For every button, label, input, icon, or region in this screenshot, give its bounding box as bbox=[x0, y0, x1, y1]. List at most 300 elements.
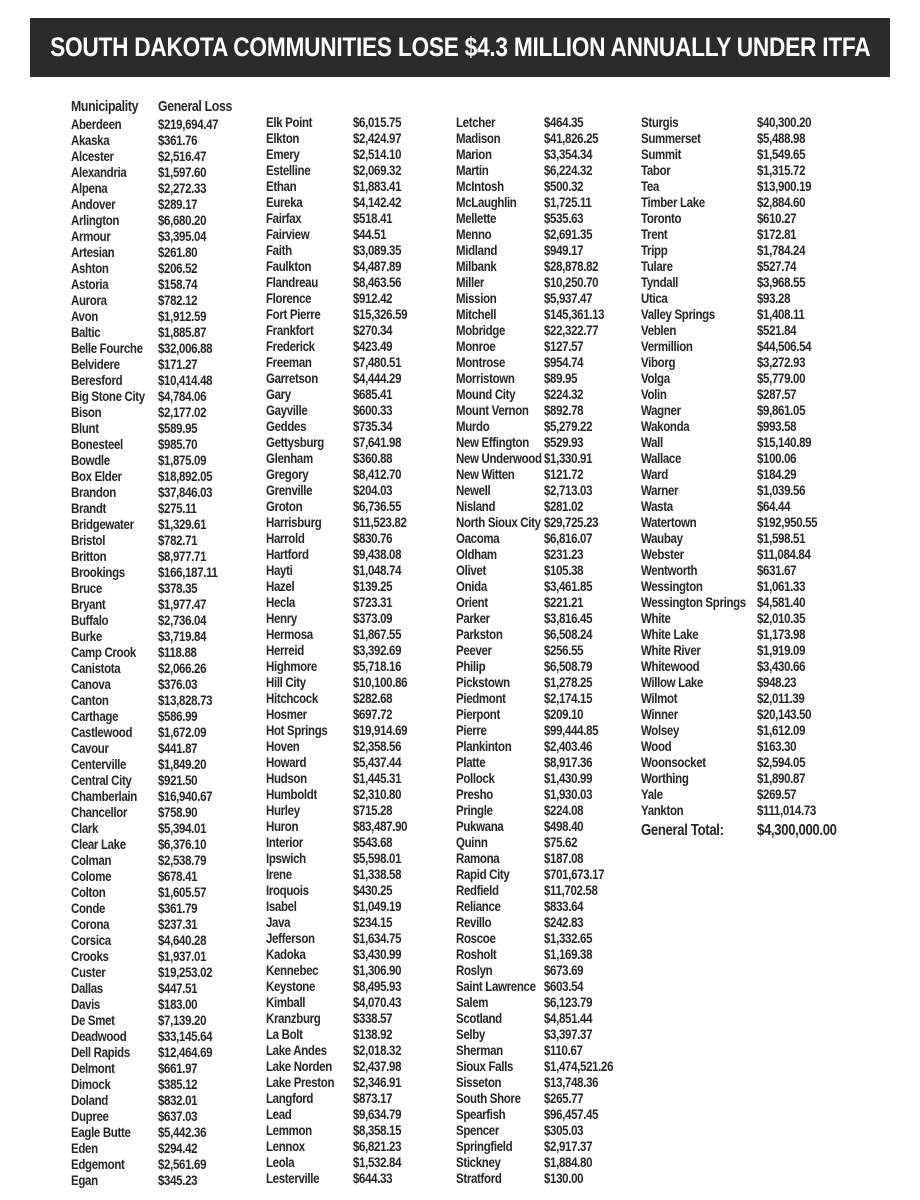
table-row bbox=[266, 1090, 419, 1106]
table-row-label: Woonsocket bbox=[641, 754, 706, 770]
table-row bbox=[71, 548, 248, 564]
table-row-amount: $1,048.74 bbox=[353, 562, 402, 578]
table-row-label: Wallace bbox=[641, 450, 682, 466]
table-row-label: Dimock bbox=[71, 1076, 111, 1092]
table-row-amount: $75.62 bbox=[544, 834, 578, 850]
table-row-amount: $281.02 bbox=[544, 498, 584, 514]
table-row bbox=[71, 1172, 248, 1188]
table-row-amount: $1,597.60 bbox=[158, 164, 207, 180]
column-header bbox=[71, 98, 248, 116]
table-row bbox=[456, 866, 628, 882]
table-row-label: Parker bbox=[456, 610, 490, 626]
table-row-label: Sioux Falls bbox=[456, 1058, 514, 1074]
table-row-label: Philip bbox=[456, 658, 486, 674]
table-row-label: Roslyn bbox=[456, 962, 493, 978]
table-row-label: Hurley bbox=[266, 802, 300, 818]
table-row bbox=[641, 178, 854, 194]
table-row-amount: $8,977.71 bbox=[158, 548, 207, 564]
table-row-label: Florence bbox=[266, 290, 312, 306]
table-row bbox=[456, 530, 628, 546]
table-row-amount: $130.00 bbox=[544, 1170, 584, 1186]
table-row-amount: $15,140.89 bbox=[757, 434, 812, 450]
table-row bbox=[71, 1140, 248, 1156]
table-row bbox=[71, 500, 248, 516]
table-row-amount: $832.01 bbox=[158, 1092, 198, 1108]
table-row-label: Langford bbox=[266, 1090, 314, 1106]
table-row-amount: $110.67 bbox=[544, 1042, 583, 1058]
table-row-amount: $22,322.77 bbox=[544, 322, 599, 338]
table-row-label: Marion bbox=[456, 146, 492, 162]
table-row bbox=[456, 130, 628, 146]
table-row-amount: $600.33 bbox=[353, 402, 393, 418]
table-row bbox=[266, 1010, 419, 1026]
table-row-label: North Sioux City bbox=[456, 514, 541, 530]
table-row-label: Centerville bbox=[71, 756, 127, 772]
table-row bbox=[71, 596, 248, 612]
table-row-label: Plankinton bbox=[456, 738, 512, 754]
table-row bbox=[71, 932, 248, 948]
table-row-label: Highmore bbox=[266, 658, 317, 674]
table-row-amount: $6,736.55 bbox=[353, 498, 402, 514]
table-row bbox=[266, 178, 419, 194]
table-row-amount: $12,464.69 bbox=[158, 1044, 213, 1060]
table-row-amount: $8,917.36 bbox=[544, 754, 593, 770]
table-row-label: Pukwana bbox=[456, 818, 504, 834]
table-row-label: Edgemont bbox=[71, 1156, 125, 1172]
table-row bbox=[71, 484, 248, 500]
table-row bbox=[71, 708, 248, 724]
table-row-amount: $361.79 bbox=[158, 900, 198, 916]
table-row-label: Belvidere bbox=[71, 356, 120, 372]
table-row bbox=[456, 546, 628, 562]
table-row-label: Utica bbox=[641, 290, 668, 306]
table-row-label: New Effington bbox=[456, 434, 529, 450]
table-row bbox=[266, 162, 419, 178]
table-row-amount: $8,412.70 bbox=[353, 466, 402, 482]
table-row-amount: $187.08 bbox=[544, 850, 584, 866]
table-row-amount: $441.87 bbox=[158, 740, 198, 756]
table-row bbox=[641, 466, 854, 482]
table-row-label: Cavour bbox=[71, 740, 109, 756]
table-row-amount: $892.78 bbox=[544, 402, 584, 418]
table-row-amount: $644.33 bbox=[353, 1170, 393, 1186]
table-row-label: Irene bbox=[266, 866, 292, 882]
table-row-amount: $2,018.32 bbox=[353, 1042, 402, 1058]
table-row bbox=[266, 1138, 419, 1154]
table-row-label: Mobridge bbox=[456, 322, 506, 338]
table-row bbox=[641, 226, 854, 242]
table-row-label: Faith bbox=[266, 242, 292, 258]
table-row-label: Clark bbox=[71, 820, 99, 836]
table-row-amount: $224.32 bbox=[544, 386, 584, 402]
table-row bbox=[71, 180, 248, 196]
table-row bbox=[456, 226, 628, 242]
table-row-label: Wall bbox=[641, 434, 663, 450]
table-row-label: Spearfish bbox=[456, 1106, 506, 1122]
table-row-amount: $139.25 bbox=[353, 578, 393, 594]
table-row-amount: $3,968.55 bbox=[757, 274, 806, 290]
table-row bbox=[266, 962, 419, 978]
table-row bbox=[641, 610, 854, 626]
table-row-label: Herreid bbox=[266, 642, 304, 658]
table-row-amount: $6,376.10 bbox=[158, 836, 207, 852]
table-row-label: De Smet bbox=[71, 1012, 115, 1028]
table-row-amount: $13,900.19 bbox=[757, 178, 812, 194]
table-row-label: La Bolt bbox=[266, 1026, 303, 1042]
table-row bbox=[71, 852, 248, 868]
table-row-label: Springfield bbox=[456, 1138, 513, 1154]
table-row-amount: $11,523.82 bbox=[353, 514, 407, 530]
table-row-label: Andover bbox=[71, 196, 116, 212]
table-row-amount: $2,516.47 bbox=[158, 148, 207, 164]
table-row-amount: $8,463.56 bbox=[353, 274, 402, 290]
table-row-amount: $833.64 bbox=[544, 898, 584, 914]
table-row-label: Bryant bbox=[71, 596, 106, 612]
table-row bbox=[71, 964, 248, 980]
table-row bbox=[266, 946, 419, 962]
table-row-label: Astoria bbox=[71, 276, 109, 292]
table-row bbox=[266, 482, 419, 498]
table-row-amount: $2,174.15 bbox=[544, 690, 593, 706]
table-row-label: Avon bbox=[71, 308, 98, 324]
table-row-label: Watertown bbox=[641, 514, 697, 530]
table-row-amount: $11,084.84 bbox=[757, 546, 811, 562]
table-row bbox=[266, 978, 419, 994]
table-row-label: Howard bbox=[266, 754, 307, 770]
table-row bbox=[641, 754, 854, 770]
table-row-amount: $701,673.17 bbox=[544, 866, 605, 882]
table-row bbox=[456, 1138, 628, 1154]
table-row-label: Java bbox=[266, 914, 291, 930]
table-row bbox=[456, 498, 628, 514]
table-row-label: Gayville bbox=[266, 402, 308, 418]
table-row bbox=[266, 434, 419, 450]
table-row-amount: $1,883.41 bbox=[353, 178, 402, 194]
table-row bbox=[71, 756, 248, 772]
table-row-label: Britton bbox=[71, 548, 107, 564]
table-row-amount: $2,403.46 bbox=[544, 738, 593, 754]
table-row-label: Mitchell bbox=[456, 306, 497, 322]
table-row-label: Elkton bbox=[266, 130, 300, 146]
table-row-amount: $287.57 bbox=[757, 386, 797, 402]
table-row bbox=[266, 754, 419, 770]
table-row-amount: $589.95 bbox=[158, 420, 198, 436]
table-row-amount: $527.74 bbox=[757, 258, 797, 274]
table-row-amount: $1,919.09 bbox=[757, 642, 806, 658]
table-row-amount: $44.51 bbox=[353, 226, 387, 242]
table-row-label: Kimball bbox=[266, 994, 306, 1010]
table-row-amount: $3,354.34 bbox=[544, 146, 593, 162]
table-row bbox=[456, 594, 628, 610]
table-row-label: Kennebec bbox=[266, 962, 319, 978]
table-row bbox=[71, 644, 248, 660]
table-row-amount: $1,445.31 bbox=[353, 770, 402, 786]
table-row-label: Platte bbox=[456, 754, 486, 770]
table-row-amount: $1,634.75 bbox=[353, 930, 402, 946]
table-row-amount: $19,914.69 bbox=[353, 722, 408, 738]
table-row bbox=[266, 706, 419, 722]
table-row-label: Armour bbox=[71, 228, 111, 244]
table-row bbox=[266, 722, 419, 738]
table-row bbox=[71, 1092, 248, 1108]
table-row bbox=[456, 338, 628, 354]
table-row-amount: $1,039.56 bbox=[757, 482, 806, 498]
table-row-label: Wolsey bbox=[641, 722, 680, 738]
table-row-label: Canton bbox=[71, 692, 109, 708]
table-row-amount: $4,784.06 bbox=[158, 388, 207, 404]
table-row-amount: $6,680.20 bbox=[158, 212, 207, 228]
table-row bbox=[641, 594, 854, 610]
table-row-amount: $661.97 bbox=[158, 1060, 198, 1076]
table-row bbox=[641, 210, 854, 226]
table-row-amount: $234.15 bbox=[353, 914, 393, 930]
table-row bbox=[456, 706, 628, 722]
table-row-label: Clear Lake bbox=[71, 836, 126, 852]
table-row bbox=[266, 370, 419, 386]
table-row bbox=[456, 770, 628, 786]
table-row-label: Hosmer bbox=[266, 706, 307, 722]
table-row bbox=[71, 980, 248, 996]
table-row-label: Vermillion bbox=[641, 338, 693, 354]
table-row bbox=[456, 418, 628, 434]
table-row bbox=[266, 770, 419, 786]
table-row bbox=[266, 386, 419, 402]
table-row-label: Beresford bbox=[71, 372, 123, 388]
table-row-amount: $2,010.35 bbox=[757, 610, 806, 626]
table-row bbox=[456, 690, 628, 706]
page-title: SOUTH DAKOTA COMMUNITIES LOSE $4.3 MILLION ANNUALLY UNDER ITFA bbox=[49, 32, 871, 62]
table-row-label: Ipswich bbox=[266, 850, 306, 866]
table-row-label: Davis bbox=[71, 996, 100, 1012]
table-row-label: Hill City bbox=[266, 674, 306, 690]
table-row-amount: $28,878.82 bbox=[544, 258, 599, 274]
table-row-amount: $5,279.22 bbox=[544, 418, 593, 434]
table-row bbox=[266, 1122, 419, 1138]
table-row bbox=[266, 914, 419, 930]
table-row-amount: $100.06 bbox=[757, 450, 797, 466]
table-row bbox=[266, 258, 419, 274]
table-row-amount: $7,641.98 bbox=[353, 434, 402, 450]
table-row-amount: $1,977.47 bbox=[158, 596, 207, 612]
table-row-label: Mound City bbox=[456, 386, 516, 402]
table-row-label: Alpena bbox=[71, 180, 108, 196]
table-row-label: Crooks bbox=[71, 948, 109, 964]
table-row-label: Saint Lawrence bbox=[456, 978, 536, 994]
table-row-amount: $2,561.69 bbox=[158, 1156, 207, 1172]
table-row-label: Wasta bbox=[641, 498, 673, 514]
table-row-label: White bbox=[641, 610, 671, 626]
table-row bbox=[71, 580, 248, 596]
table-row-amount: $6,508.79 bbox=[544, 658, 593, 674]
table-row-label: Scotland bbox=[456, 1010, 502, 1026]
table-row-amount: $13,748.36 bbox=[544, 1074, 599, 1090]
table-row bbox=[266, 1106, 419, 1122]
table-row-label: Tyndall bbox=[641, 274, 679, 290]
table-row bbox=[71, 116, 248, 132]
table-row bbox=[266, 610, 419, 626]
table-row-label: Timber Lake bbox=[641, 194, 705, 210]
table-row-amount: $1,598.51 bbox=[757, 530, 806, 546]
table-row-amount: $96,457.45 bbox=[544, 1106, 599, 1122]
table-row-amount: $5,779.00 bbox=[757, 370, 806, 386]
table-row-amount: $99,444.85 bbox=[544, 722, 599, 738]
table-row-label: Lake Preston bbox=[266, 1074, 335, 1090]
table-row-label: Wakonda bbox=[641, 418, 690, 434]
table-row-amount: $385.12 bbox=[158, 1076, 198, 1092]
table-row-amount: $500.32 bbox=[544, 178, 584, 194]
table-row-amount: $171.27 bbox=[158, 356, 198, 372]
table-row bbox=[71, 1012, 248, 1028]
table-row-label: Martin bbox=[456, 162, 489, 178]
table-row-label: Yale bbox=[641, 786, 663, 802]
table-row bbox=[71, 308, 248, 324]
table-row bbox=[456, 210, 628, 226]
table-row-amount: $1,338.58 bbox=[353, 866, 402, 882]
table-row bbox=[456, 914, 628, 930]
table-row-label: Interior bbox=[266, 834, 303, 850]
table-row bbox=[456, 578, 628, 594]
table-row-amount: $873.17 bbox=[353, 1090, 393, 1106]
table-row-label: Summerset bbox=[641, 130, 701, 146]
table-row-label: Hecla bbox=[266, 594, 295, 610]
table-row bbox=[266, 466, 419, 482]
table-row-amount: $2,884.60 bbox=[757, 194, 806, 210]
table-row-amount: $1,725.11 bbox=[544, 194, 592, 210]
table-row-label: Parkston bbox=[456, 626, 503, 642]
table-row bbox=[71, 244, 248, 260]
table-row-label: Spencer bbox=[456, 1122, 500, 1138]
table-row-label: Brookings bbox=[71, 564, 125, 580]
table-row-amount: $586.99 bbox=[158, 708, 198, 724]
table-row-amount: $2,437.98 bbox=[353, 1058, 402, 1074]
table-row-amount: $1,937.01 bbox=[158, 948, 207, 964]
table-row-amount: $4,640.28 bbox=[158, 932, 207, 948]
table-row-label: Hitchcock bbox=[266, 690, 318, 706]
table-row bbox=[266, 802, 419, 818]
table-row-amount: $1,849.20 bbox=[158, 756, 207, 772]
table-row-amount: $270.34 bbox=[353, 322, 393, 338]
table-row-label: Willow Lake bbox=[641, 674, 703, 690]
table-row-label: Pierpont bbox=[456, 706, 500, 722]
table-row-amount: $166,187.11 bbox=[158, 564, 218, 580]
table-row-amount: $678.41 bbox=[158, 868, 198, 884]
table-row-amount: $3,430.66 bbox=[757, 658, 806, 674]
table-row-amount: $345.23 bbox=[158, 1172, 198, 1188]
table-row bbox=[266, 146, 419, 162]
table-row-amount: $685.41 bbox=[353, 386, 393, 402]
table-row-label: Gregory bbox=[266, 466, 309, 482]
table-row-label: Fairfax bbox=[266, 210, 302, 226]
table-row-label: Hazel bbox=[266, 578, 295, 594]
table-row-amount: $697.72 bbox=[353, 706, 393, 722]
table-row-label: Freeman bbox=[266, 354, 312, 370]
table-row-label: Jefferson bbox=[266, 930, 315, 946]
table-row-label: New Witten bbox=[456, 466, 515, 482]
table-row bbox=[71, 1028, 248, 1044]
table-row-label: Brandt bbox=[71, 500, 107, 516]
table-row-amount: $723.31 bbox=[353, 594, 393, 610]
table-row bbox=[71, 356, 248, 372]
table-row-label: Gettysburg bbox=[266, 434, 324, 450]
table-row-amount: $256.55 bbox=[544, 642, 584, 658]
table-row-label: Dallas bbox=[71, 980, 103, 996]
table-row-label: Webster bbox=[641, 546, 684, 562]
table-row-label: Humboldt bbox=[266, 786, 317, 802]
table-row-amount: $3,397.37 bbox=[544, 1026, 593, 1042]
table-row-label: Ward bbox=[641, 466, 668, 482]
table-row bbox=[266, 1026, 419, 1042]
table-row bbox=[266, 322, 419, 338]
column-header-amount: General Loss bbox=[158, 98, 233, 115]
table-row-label: Grenville bbox=[266, 482, 313, 498]
table-row-label: Winner bbox=[641, 706, 678, 722]
table-row-label: Toronto bbox=[641, 210, 682, 226]
table-row-label: Midland bbox=[456, 242, 498, 258]
table-row bbox=[641, 578, 854, 594]
table-row bbox=[641, 162, 854, 178]
table-row bbox=[71, 404, 248, 420]
table-row-amount: $6,123.79 bbox=[544, 994, 593, 1010]
table-row bbox=[456, 978, 628, 994]
table-row-amount: $2,917.37 bbox=[544, 1138, 593, 1154]
table-row bbox=[456, 658, 628, 674]
table-row-amount: $163.30 bbox=[757, 738, 797, 754]
table-row bbox=[266, 274, 419, 290]
table-row-label: Kadoka bbox=[266, 946, 306, 962]
table-row-label: Olivet bbox=[456, 562, 486, 578]
table-row bbox=[641, 274, 854, 290]
table-row bbox=[266, 994, 419, 1010]
table-row-amount: $1,332.65 bbox=[544, 930, 593, 946]
table-row bbox=[71, 564, 248, 580]
table-row-amount: $985.70 bbox=[158, 436, 198, 452]
table-row bbox=[456, 930, 628, 946]
table-row-amount: $172.81 bbox=[757, 226, 797, 242]
table-row bbox=[266, 290, 419, 306]
table-row bbox=[71, 1124, 248, 1140]
table-row-label: McLaughlin bbox=[456, 194, 517, 210]
table-row-amount: $33,145.64 bbox=[158, 1028, 213, 1044]
table-row-label: Bristol bbox=[71, 532, 106, 548]
table-row-amount: $5,718.16 bbox=[353, 658, 402, 674]
table-row-amount: $735.34 bbox=[353, 418, 393, 434]
table-row-label: Castlewood bbox=[71, 724, 133, 740]
table-row bbox=[71, 1044, 248, 1060]
table-row-label: Corona bbox=[71, 916, 110, 932]
table-row bbox=[456, 674, 628, 690]
table-row bbox=[456, 322, 628, 338]
table-row bbox=[71, 884, 248, 900]
table-row bbox=[266, 1058, 419, 1074]
table-row bbox=[266, 642, 419, 658]
table-row-amount: $105.38 bbox=[544, 562, 584, 578]
table-row bbox=[71, 164, 248, 180]
table-row-amount: $1,430.99 bbox=[544, 770, 593, 786]
table-row-amount: $111,014.73 bbox=[757, 802, 816, 818]
table-row-label: Dell Rapids bbox=[71, 1044, 130, 1060]
table-row-amount: $535.63 bbox=[544, 210, 584, 226]
table-row-label: Hermosa bbox=[266, 626, 313, 642]
table-row bbox=[456, 370, 628, 386]
table-row-amount: $3,816.45 bbox=[544, 610, 593, 626]
table-row-amount: $4,142.42 bbox=[353, 194, 402, 210]
table-row-label: Newell bbox=[456, 482, 491, 498]
table-row-label: Piedmont bbox=[456, 690, 506, 706]
table-row-amount: $954.74 bbox=[544, 354, 584, 370]
table-row-amount: $9,634.79 bbox=[353, 1106, 402, 1122]
table-row-amount: $44,506.54 bbox=[757, 338, 812, 354]
table-row bbox=[266, 578, 419, 594]
